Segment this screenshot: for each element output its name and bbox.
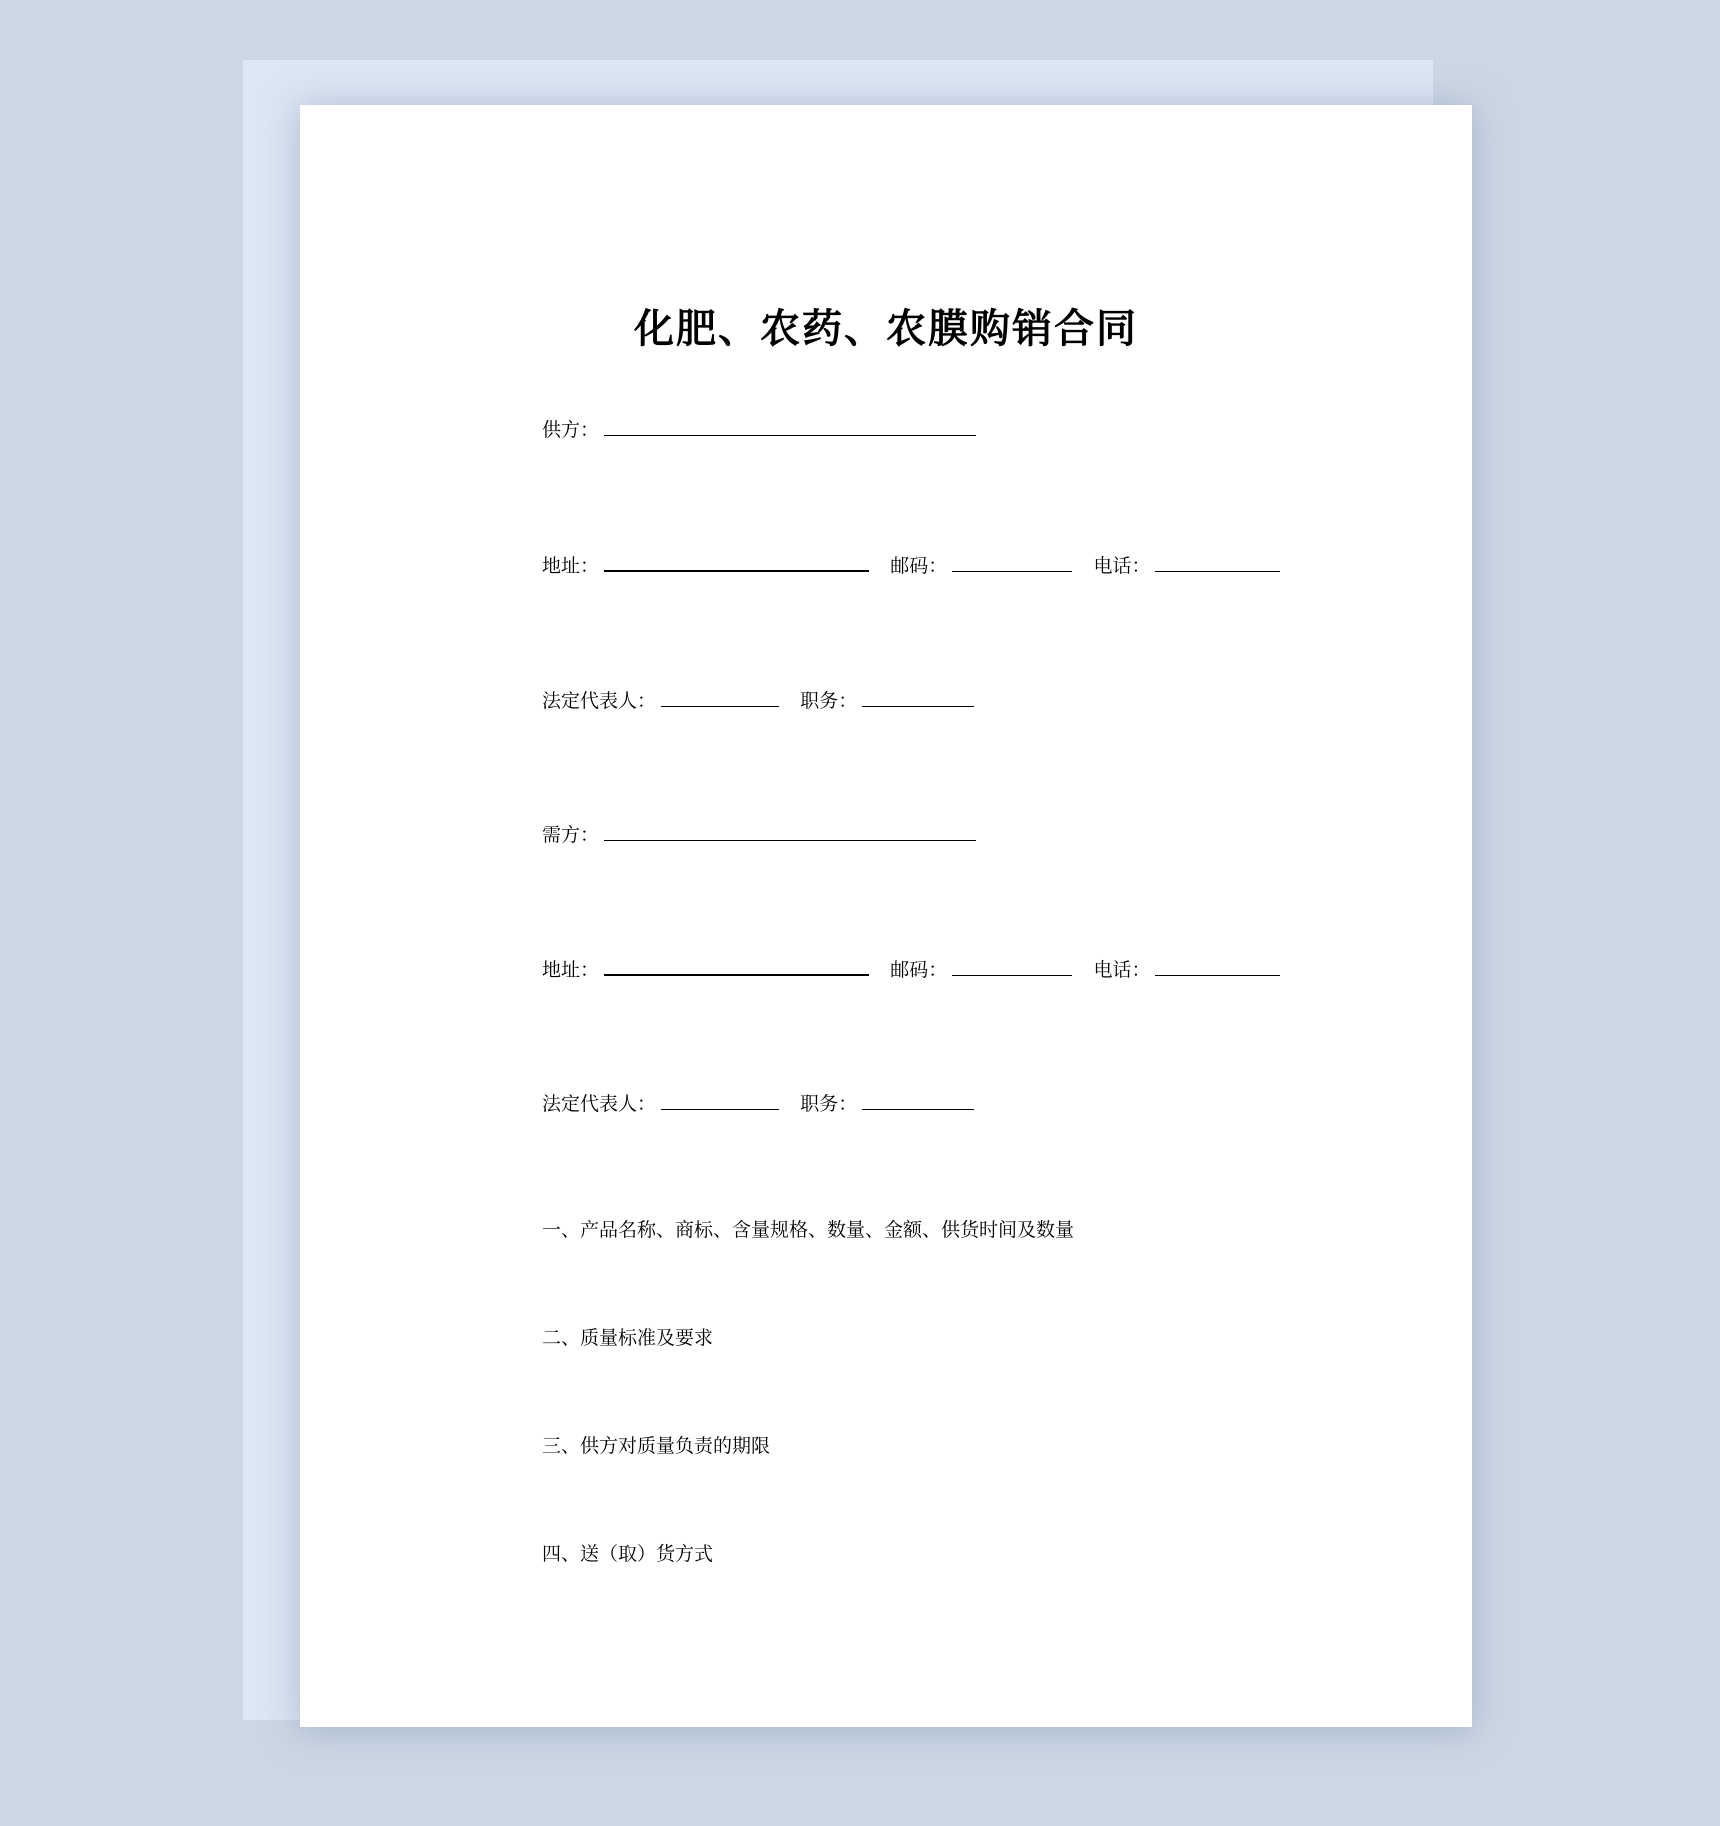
contract-body — [542, 415, 1342, 1569]
buyer-address-label: 地址： — [542, 960, 600, 981]
buyer-name-input[interactable] — [604, 820, 976, 841]
buyer-postcode-input[interactable] — [952, 955, 1072, 976]
buyer-address-row — [542, 954, 1342, 984]
buyer-legal-rep-input[interactable] — [661, 1089, 779, 1110]
buyer-legal-rep-row — [542, 1089, 1342, 1118]
buyer-name-row — [542, 820, 1342, 849]
buyer-phone-input[interactable] — [1155, 955, 1280, 976]
supplier-legal-rep-row — [542, 686, 1342, 715]
clause-item: 一、产品名称、商标、含量规格、数量、金额、供货时间及数量 — [542, 1220, 1075, 1241]
supplier-address-input[interactable] — [604, 550, 869, 572]
supplier-legal-rep-input[interactable] — [661, 686, 779, 707]
clause-item: 三、供方对质量负责的期限 — [542, 1436, 771, 1457]
supplier-address-row — [542, 550, 1342, 580]
supplier-position-input[interactable] — [862, 686, 974, 707]
page-title: 化肥、农药、农膜购销合同 — [634, 307, 1138, 351]
buyer-legal-rep-label: 法定代表人： — [542, 1094, 657, 1115]
supplier-legal-rep-label: 法定代表人： — [542, 691, 657, 712]
contract-page — [300, 105, 1472, 1727]
clause-item: 二、质量标准及要求 — [542, 1328, 714, 1349]
supplier-phone-input[interactable] — [1155, 551, 1280, 572]
buyer-address-input[interactable] — [604, 954, 869, 976]
buyer-postcode-label: 邮码： — [890, 960, 948, 981]
supplier-phone-label: 电话： — [1093, 556, 1151, 577]
supplier-name-label: 供方： — [542, 420, 600, 441]
supplier-name-row — [542, 415, 1342, 444]
buyer-position-input[interactable] — [862, 1089, 974, 1110]
buyer-name-label: 需方： — [542, 825, 600, 846]
supplier-address-label: 地址： — [542, 556, 600, 577]
supplier-postcode-input[interactable] — [952, 551, 1072, 572]
supplier-position-label: 职务： — [800, 691, 858, 712]
clause-item: 四、送（取）货方式 — [542, 1544, 714, 1565]
buyer-position-label: 职务： — [800, 1094, 858, 1115]
supplier-name-input[interactable] — [604, 415, 976, 436]
supplier-postcode-label: 邮码： — [890, 556, 948, 577]
buyer-phone-label: 电话： — [1093, 960, 1151, 981]
